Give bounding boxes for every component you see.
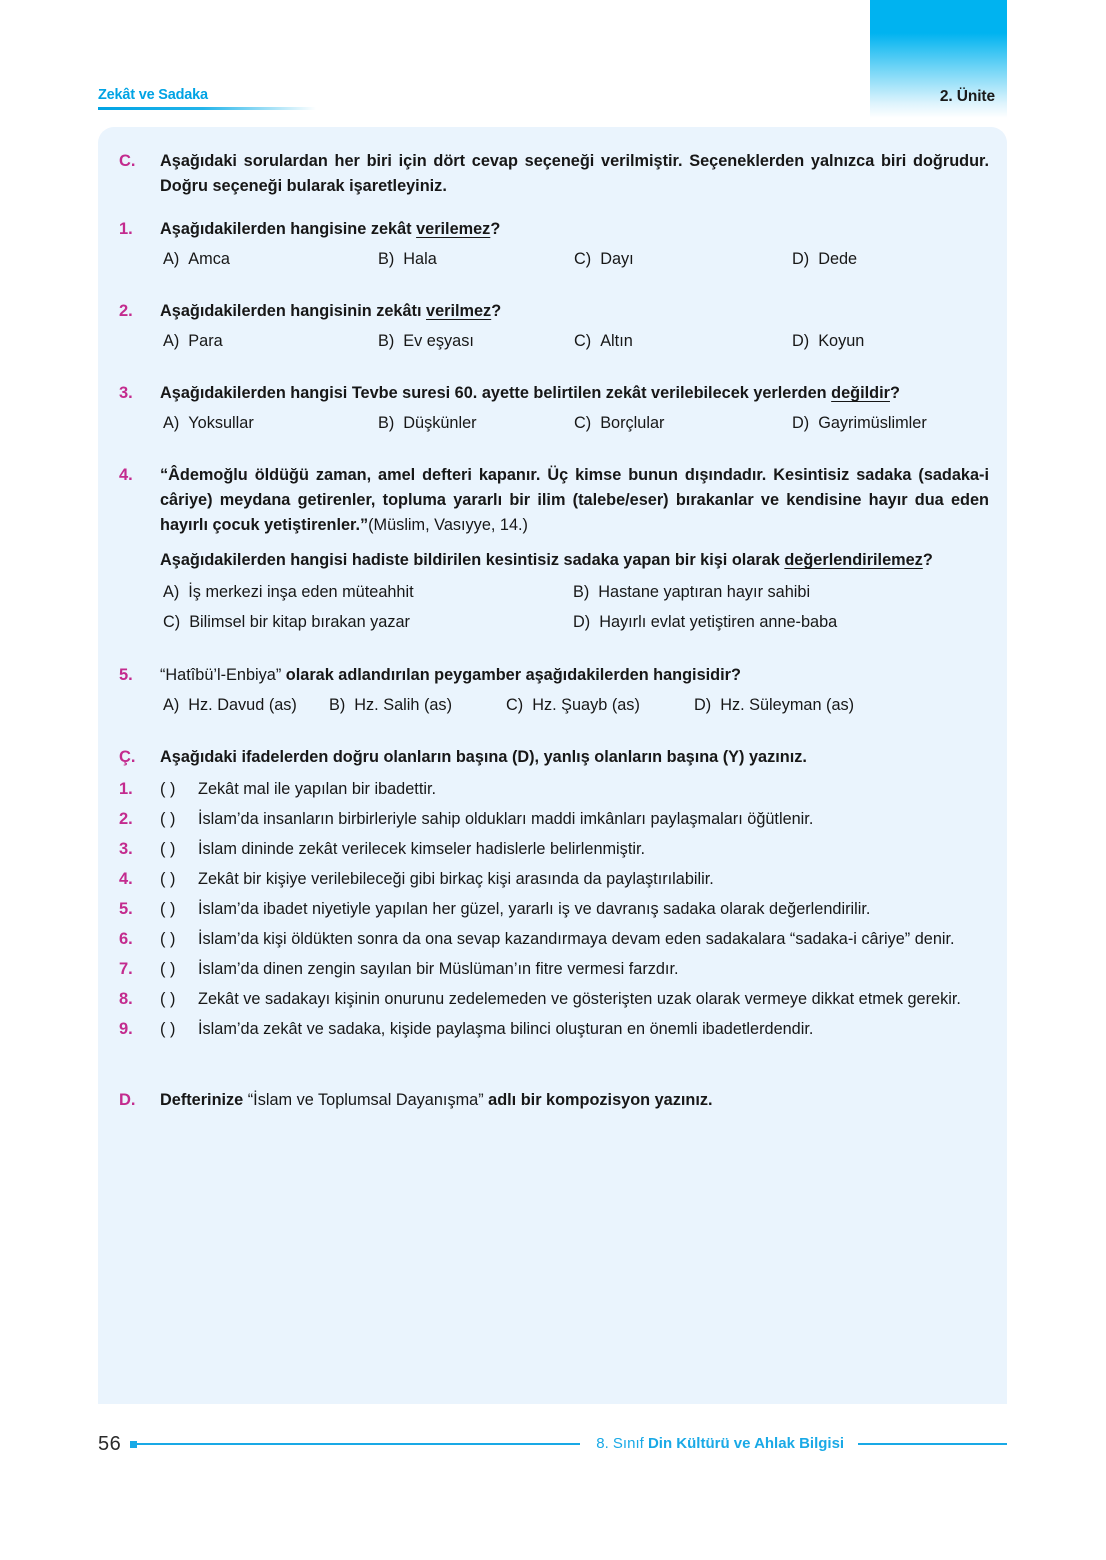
section-d-pre: Defterinize — [160, 1091, 248, 1109]
tf-item-marker: 8. — [119, 990, 133, 1008]
section-c-heading — [116, 149, 989, 199]
question-4-stem-row — [116, 548, 989, 573]
question-4-stem-pre: Aşağıdakilerden hangisi hadiste bildirilen kesintisiz sadaka yapan bir kişi olarak — [160, 551, 785, 569]
option-a[interactable] — [163, 328, 378, 355]
question-5-options-row — [116, 692, 989, 719]
option-b-letter: B) — [378, 250, 395, 268]
option-b-letter: B) — [378, 332, 395, 350]
option-c-text: Borçlular — [600, 414, 665, 432]
option-d-text: Koyun — [818, 332, 865, 350]
question-4-options-top — [160, 577, 989, 607]
section-c-cedilla-marker: Ç. — [119, 748, 136, 766]
tf-item-text: İslam’da dinen zengin sayılan bir Müslüman’ın fitre vermesi farzdır. — [198, 960, 679, 978]
option-b-text: Hala — [403, 250, 437, 268]
question-1-stem-pre: Aşağıdakilerden hangisine zekât — [160, 220, 417, 238]
option-d-letter: D) — [573, 613, 591, 631]
option-d-letter: D) — [792, 332, 810, 350]
tf-item-text: İslam dininde zekât verilecek kimseler hadislerle belirlenmiştir. — [198, 840, 646, 858]
tf-answer-blank[interactable]: ( ) — [160, 990, 176, 1008]
question-4-hadith-block — [160, 463, 989, 538]
option-c-text: Bilimsel bir kitap bırakan yazar — [189, 613, 410, 631]
footer-rule-right — [858, 1443, 1007, 1445]
running-head-rule — [98, 107, 316, 110]
tf-answer-blank[interactable]: ( ) — [160, 960, 176, 978]
option-c[interactable] — [506, 692, 694, 719]
tf-item — [116, 864, 989, 894]
tf-item-text: İslam’da insanların birbirleriyle sahip oldukları maddi imkânları paylaşmaları öğütlenir. — [198, 810, 814, 828]
option-a-text: Hz. Davud (as) — [188, 696, 297, 714]
tf-item-text: Zekât ve sadakayı kişinin onurunu zedelemeden ve gösterişten uzak olarak vermeye dikkat etmek gerekir. — [198, 990, 961, 1008]
option-c-letter: C) — [574, 250, 592, 268]
option-d[interactable] — [792, 328, 864, 355]
option-d[interactable] — [792, 410, 927, 437]
option-c-text: Altın — [600, 332, 633, 350]
option-d-text: Hz. Süleyman (as) — [720, 696, 855, 714]
option-b-letter: B) — [329, 696, 346, 714]
question-1-marker: 1. — [119, 220, 133, 238]
page-footer — [98, 1424, 1007, 1464]
tf-answer-blank[interactable]: ( ) — [160, 840, 176, 858]
option-c[interactable] — [163, 607, 573, 637]
tf-item-marker: 3. — [119, 840, 133, 858]
option-d-letter: D) — [792, 250, 810, 268]
section-c-cedilla-instruction: Aşağıdaki ifadelerden doğru olanların başına (D), yanlış olanların başına (Y) yazınız. — [160, 748, 807, 766]
tf-item-marker: 2. — [119, 810, 133, 828]
tf-item-marker: 1. — [119, 780, 133, 798]
question-1-stem-underlined: verilemez — [416, 220, 491, 238]
option-a-text: Para — [188, 332, 223, 350]
option-c-text: Dayı — [600, 250, 634, 268]
question-3-stem-pre: Aşağıdakilerden hangisi Tevbe suresi 60. ayette belirtilen zekât verilebilecek yerlerden — [160, 384, 832, 402]
tf-item-text: İslam’da kişi öldükten sonra da ona sevap kazandırmaya devam eden sadakalara “sadaka-i câriye” denir. — [198, 930, 955, 948]
question-3-options-row — [116, 410, 989, 437]
question-4-options-bottom — [160, 607, 989, 637]
question-5 — [116, 663, 989, 688]
section-d-instruction — [160, 1088, 989, 1113]
option-a-text: Amca — [188, 250, 230, 268]
tf-item — [116, 774, 989, 804]
tf-answer-blank[interactable]: ( ) — [160, 810, 176, 828]
tf-item-text: Zekât bir kişiye verilebileceği gibi birkaç kişi arasında da paylaştırılabilir. — [198, 870, 714, 888]
option-b-text: Ev eşyası — [403, 332, 474, 350]
option-a-letter: A) — [163, 332, 180, 350]
tf-item — [116, 1014, 989, 1044]
option-d-letter: D) — [694, 696, 712, 714]
question-5-options — [160, 692, 989, 719]
tf-item-text: Zekât mal ile yapılan bir ibadettir. — [198, 780, 437, 798]
section-d-marker: D. — [119, 1091, 136, 1109]
section-d-heading — [116, 1088, 989, 1113]
running-head — [98, 86, 418, 110]
question-5-marker: 5. — [119, 666, 133, 684]
unit-tab-label: 2. Ünite — [939, 88, 995, 105]
option-c-letter: C) — [163, 613, 181, 631]
question-4-hadith: “Âdemoğlu öldüğü zaman, amel defteri kapanır. Üç kimse bunun dışındadır. Kesintisiz sadaka (sadaka-i câriye) meydana getirenler, topluma yararlı bir ilim (talebe/eser) bırakanlar ve kendisine hayır dua eden hayırlı çocuk yetiştirenler.” — [160, 466, 989, 534]
question-1-options — [160, 246, 989, 273]
question-4-marker: 4. — [119, 466, 133, 484]
option-d[interactable] — [573, 607, 837, 637]
option-a-letter: A) — [163, 250, 180, 268]
option-d-text: Hayırlı evlat yetiştiren anne-baba — [599, 613, 838, 631]
option-a-letter: A) — [163, 414, 180, 432]
tf-item-text: İslam’da ibadet niyetiyle yapılan her güzel, yararlı iş ve davranış sadaka olarak değerlendirilir. — [198, 900, 871, 918]
tf-item-marker: 9. — [119, 1020, 133, 1038]
option-d-text: Dede — [818, 250, 858, 268]
tf-item — [116, 954, 989, 984]
tf-item — [116, 834, 989, 864]
question-2-options-row — [116, 328, 989, 355]
option-b-text: Düşkünler — [403, 414, 477, 432]
tf-item — [116, 984, 989, 1014]
page-number: 56 — [98, 1433, 122, 1455]
section-c-instruction: Aşağıdaki sorulardan her biri için dört cevap seçeneği verilmiştir. Seçeneklerden yalnızca biri doğrudur. Doğru seçeneği bularak işaretleyiniz. — [160, 152, 989, 195]
question-5-stem — [160, 663, 989, 688]
tf-answer-blank[interactable]: ( ) — [160, 1020, 176, 1038]
section-d-post: adlı bir kompozisyon yazınız. — [483, 1091, 713, 1109]
exercise-panel — [98, 127, 1007, 1404]
option-b-text: Hz. Salih (as) — [354, 696, 452, 714]
question-2-stem-pre: Aşağıdakilerden hangisinin zekâtı — [160, 302, 427, 320]
question-4-stem-underlined: değerlendirilemez — [784, 551, 923, 569]
section-d-quote: “İslam ve Toplumsal Dayanışma” — [247, 1091, 484, 1109]
option-d-letter: D) — [792, 414, 810, 432]
option-c[interactable] — [574, 328, 792, 355]
option-a[interactable] — [163, 410, 378, 437]
option-a[interactable] — [163, 246, 378, 273]
question-3-stem — [160, 381, 989, 406]
option-a[interactable] — [163, 692, 329, 719]
tf-answer-blank[interactable]: ( ) — [160, 780, 176, 798]
option-c-letter: C) — [574, 414, 592, 432]
option-c-letter: C) — [506, 696, 524, 714]
footer-grade: 8. Sınıf — [596, 1435, 648, 1452]
tf-item-marker: 6. — [119, 930, 133, 948]
option-b[interactable] — [378, 246, 574, 273]
option-c-text: Hz. Şuayb (as) — [532, 696, 640, 714]
tf-answer-blank[interactable]: ( ) — [160, 900, 176, 918]
question-4-stem — [160, 548, 989, 573]
question-4-options-row-1 — [116, 577, 989, 607]
option-c[interactable] — [574, 246, 792, 273]
tf-item-marker: 4. — [119, 870, 133, 888]
tf-item — [116, 924, 989, 954]
option-a-letter: A) — [163, 696, 180, 714]
question-3-options — [160, 410, 989, 437]
section-c-cedilla-heading — [116, 745, 989, 770]
question-4 — [116, 463, 989, 538]
question-1 — [116, 217, 989, 242]
unit-tab — [870, 0, 1007, 118]
question-1-stem — [160, 217, 989, 242]
option-a-letter: A) — [163, 583, 180, 601]
option-c[interactable] — [574, 410, 792, 437]
option-b[interactable] — [329, 692, 506, 719]
option-b-text: Hastane yaptıran hayır sahibi — [598, 583, 811, 601]
question-4-hadith-source: (Müslim, Vasıyye, 14.) — [368, 516, 528, 534]
option-b[interactable] — [378, 410, 574, 437]
option-a[interactable] — [163, 577, 573, 607]
tf-item-text: İslam’da zekât ve sadaka, kişide paylaşma bilinci oluşturan en önemli ibadetlerdendir. — [198, 1020, 814, 1038]
question-2-stem-post: ? — [491, 302, 502, 320]
question-3-stem-underlined: değildir — [831, 384, 890, 402]
question-4-options-row-2 — [116, 607, 989, 637]
option-a-text: İş merkezi inşa eden müteahhit — [188, 583, 414, 601]
option-d[interactable] — [694, 692, 854, 719]
option-b[interactable] — [573, 577, 810, 607]
option-b-letter: B) — [378, 414, 395, 432]
question-5-stem-bold: olarak adlandırılan peygamber aşağıdakilerden hangisidir? — [281, 666, 741, 684]
option-d-text: Gayrimüslimler — [818, 414, 927, 432]
question-3 — [116, 381, 989, 406]
question-2-stem — [160, 299, 989, 324]
option-c-letter: C) — [574, 332, 592, 350]
question-1-options-row — [116, 246, 989, 273]
section-c-marker: C. — [119, 152, 136, 170]
footer-subject: Din Kültürü ve Ahlak Bilgisi — [647, 1435, 845, 1452]
option-b-letter: B) — [573, 583, 590, 601]
option-a-text: Yoksullar — [188, 414, 254, 432]
question-2-marker: 2. — [119, 302, 133, 320]
option-b[interactable] — [378, 328, 574, 355]
question-3-stem-post: ? — [889, 384, 900, 402]
tf-item — [116, 804, 989, 834]
tf-item — [116, 894, 989, 924]
question-4-stem-post: ? — [922, 551, 933, 569]
tf-answer-blank[interactable]: ( ) — [160, 870, 176, 888]
question-5-stem-quote: “Hatîbü’l-Enbiya” — [160, 666, 282, 684]
footer-rule-left — [137, 1443, 580, 1445]
tf-item-marker: 5. — [119, 900, 133, 918]
question-2-options — [160, 328, 989, 355]
running-head-title: Zekât ve Sadaka — [98, 87, 208, 103]
tf-item-marker: 7. — [119, 960, 133, 978]
footer-label — [580, 1435, 858, 1453]
question-2 — [116, 299, 989, 324]
question-1-stem-post: ? — [490, 220, 501, 238]
tf-answer-blank[interactable]: ( ) — [160, 930, 176, 948]
question-3-marker: 3. — [119, 384, 133, 402]
footer-dot-icon — [130, 1441, 137, 1448]
option-d[interactable] — [792, 246, 857, 273]
question-2-stem-underlined: verilmez — [426, 302, 492, 320]
